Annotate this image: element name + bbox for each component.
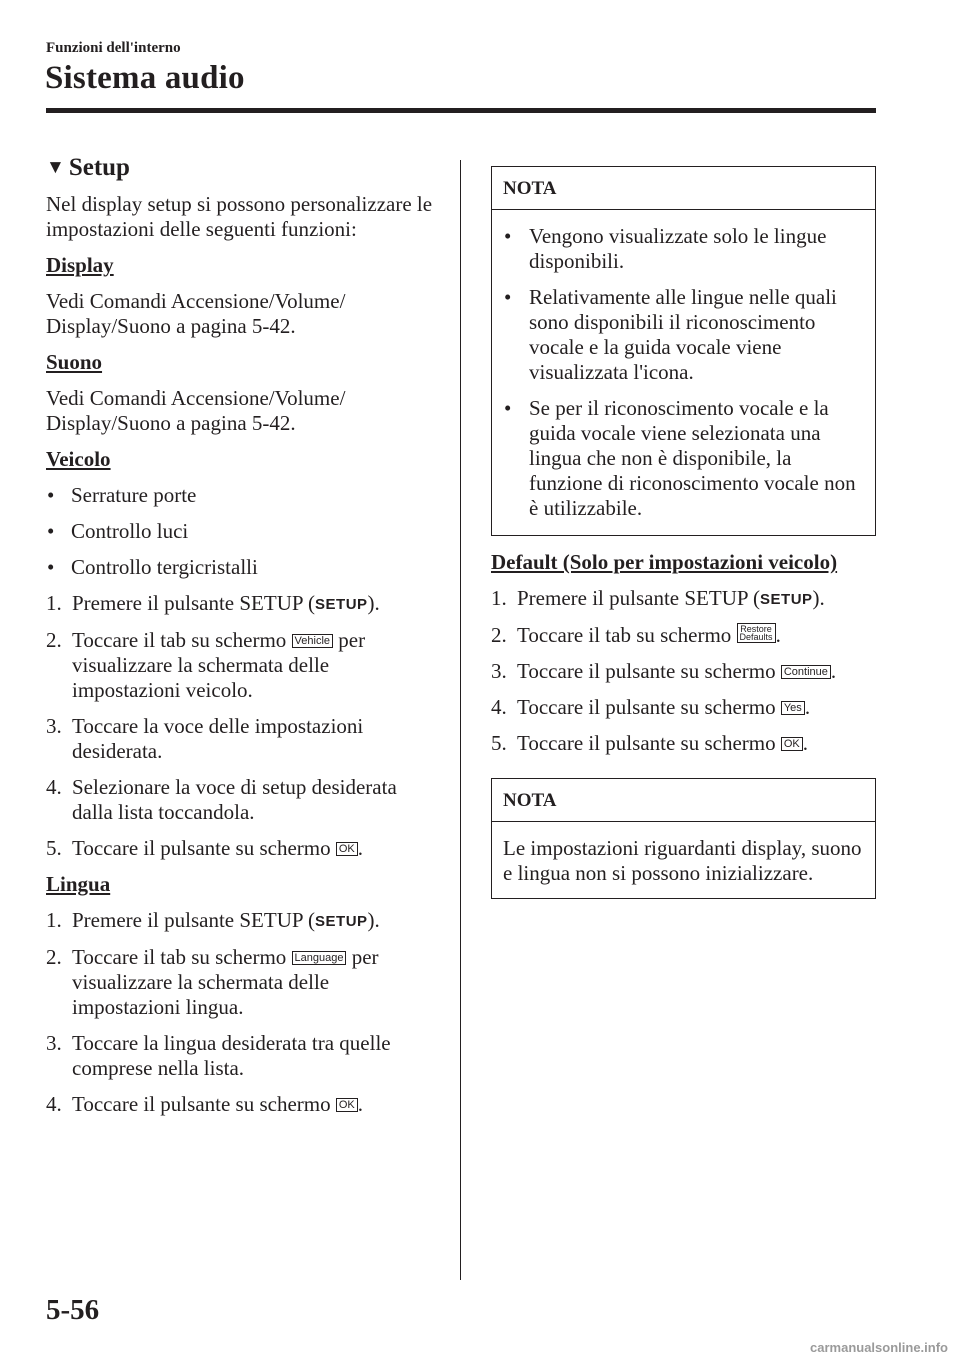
step-number: 1. [46, 591, 62, 615]
step-text: Toccare il pulsante su schermo [72, 836, 331, 860]
step-item [491, 731, 876, 756]
step-number: 1. [46, 908, 62, 932]
step-text: Toccare il pulsante su schermo [72, 1092, 331, 1116]
list-item [503, 285, 864, 385]
header-category: Funzioni dell'interno [46, 40, 181, 56]
step-text: ). [367, 908, 380, 932]
subheading-default: Default (Solo per impostazioni veicolo) [491, 550, 838, 574]
step-text: Premere il pulsante SETUP ( [72, 591, 316, 615]
note-heading: NOTA [492, 167, 875, 210]
step-text: . [357, 1092, 364, 1116]
step-number: 4. [491, 695, 507, 719]
list-item-text: Controllo tergicristalli [71, 555, 258, 579]
step-text: . [802, 731, 809, 755]
list-item [503, 224, 864, 274]
step-item [46, 1092, 441, 1117]
list-item [46, 483, 441, 508]
step-item [46, 714, 441, 764]
section-title-setup [46, 155, 441, 180]
intro-text: Nel display setup si possono personalizzare le impostazioni delle seguenti funzioni: [46, 192, 433, 241]
header-rule [46, 108, 876, 113]
step-text: . [775, 623, 781, 647]
header-title: Sistema audio [45, 60, 245, 96]
suono-text: Vedi Comandi Accensione/Volume/ Display/Suono a pagina 5-42. [46, 386, 346, 435]
step-number: 2. [491, 623, 507, 647]
step-text: Toccare la lingua desiderata tra quelle comprese nella lista. [72, 1031, 391, 1080]
step-item [46, 1031, 441, 1081]
step-text: ). [812, 586, 825, 610]
continue-button-icon: Continue [781, 665, 831, 679]
step-number: 4. [46, 1092, 62, 1116]
step-number: 2. [46, 945, 62, 969]
step-item [46, 775, 441, 825]
language-tab-icon: Language [292, 951, 347, 965]
step-item [491, 695, 876, 720]
step-item [491, 623, 876, 648]
setup-button-icon: SETUP [315, 913, 368, 930]
restore-defaults-tab-icon [737, 623, 776, 643]
bullet-icon: • [504, 396, 512, 420]
step-item [491, 586, 876, 612]
list-item [503, 396, 864, 521]
list-item-text: Relativamente alle lingue nelle quali sono disponibili il riconoscimento vocale e la guida vocale viene visualizzata l'icona. [529, 285, 837, 384]
display-text: Vedi Comandi Accensione/Volume/ Display/Suono a pagina 5-42. [46, 289, 346, 338]
setup-button-icon: SETUP [760, 591, 813, 608]
step-text: Premere il pulsante SETUP ( [517, 586, 761, 610]
column-divider [460, 160, 461, 1280]
ok-button-icon: OK [336, 842, 358, 856]
step-number: 3. [46, 1031, 62, 1055]
step-text: Toccare il tab su schermo [517, 623, 732, 647]
note-heading: NOTA [492, 779, 875, 822]
step-number: 3. [491, 659, 507, 683]
step-number: 1. [491, 586, 507, 610]
step-text: per visualizzare la schermata delle impostazioni lingua. [72, 945, 379, 1019]
bullet-icon: • [47, 519, 55, 543]
list-item-text: Se per il riconoscimento vocale e la guida vocale viene selezionata una lingua che non è disponibile, la funzione di riconoscimento vocale non è utilizzabile. [529, 396, 856, 520]
step-text: . [804, 695, 811, 719]
step-number: 4. [46, 775, 62, 799]
section-title-text: Setup [68, 154, 130, 181]
note-body [492, 822, 875, 898]
subheading-lingua: Lingua [46, 872, 111, 896]
step-text: Toccare il pulsante su schermo [517, 659, 776, 683]
note-box [491, 166, 876, 536]
list-item-text: Controllo luci [71, 519, 189, 543]
list-item [46, 555, 441, 580]
bullet-icon: • [504, 285, 512, 309]
list-item [46, 519, 441, 544]
step-item [491, 659, 876, 684]
step-item [46, 628, 441, 703]
step-item [46, 836, 441, 861]
triangle-marker-icon: ▼ [46, 157, 65, 178]
bullet-icon: • [504, 224, 512, 248]
ok-button-icon: OK [336, 1098, 358, 1112]
step-text: Toccare la voce delle impostazioni desiderata. [72, 714, 364, 763]
step-text: per visualizzare la schermata delle impostazioni veicolo. [72, 628, 366, 702]
subheading-veicolo: Veicolo [46, 447, 111, 471]
list-item-text: Serrature porte [71, 483, 197, 507]
step-text: . [830, 659, 837, 683]
note-text: Le impostazioni riguardanti display, suono e lingua non si possono inizializzare. [503, 836, 862, 885]
note-box [491, 778, 876, 899]
subheading-suono: Suono [46, 350, 103, 374]
step-text: Toccare il pulsante su schermo [517, 731, 776, 755]
step-number: 5. [46, 836, 62, 860]
step-number: 5. [491, 731, 507, 755]
step-text: ). [367, 591, 380, 615]
ok-button-icon: OK [781, 737, 803, 751]
step-number: 2. [46, 628, 62, 652]
bullet-icon: • [47, 483, 55, 507]
subheading-display: Display [46, 253, 114, 277]
step-number: 3. [46, 714, 62, 738]
list-item-text: Vengono visualizzate solo le lingue disponibili. [529, 224, 827, 273]
watermark: carmanualsonline.info [810, 1340, 948, 1355]
defaults-label: Defaults [739, 632, 773, 642]
step-text: Premere il pulsante SETUP ( [72, 908, 316, 932]
step-item [46, 591, 441, 617]
vehicle-tab-icon: Vehicle [292, 634, 333, 648]
step-text: Selezionare la voce di setup desiderata dalla lista toccandola. [72, 775, 397, 824]
page-number: 5-56 [46, 1294, 100, 1326]
setup-button-icon: SETUP [315, 596, 368, 613]
bullet-icon: • [47, 555, 55, 579]
step-item [46, 908, 441, 934]
left-column [46, 155, 441, 1128]
step-text: Toccare il tab su schermo [72, 945, 287, 969]
yes-button-icon: Yes [781, 701, 805, 715]
step-text: Toccare il tab su schermo [72, 628, 287, 652]
step-text: . [357, 836, 364, 860]
restore-label: Restore [740, 624, 772, 634]
step-item [46, 945, 441, 1020]
step-text: Toccare il pulsante su schermo [517, 695, 776, 719]
note-body [492, 210, 875, 535]
right-column [491, 166, 876, 913]
